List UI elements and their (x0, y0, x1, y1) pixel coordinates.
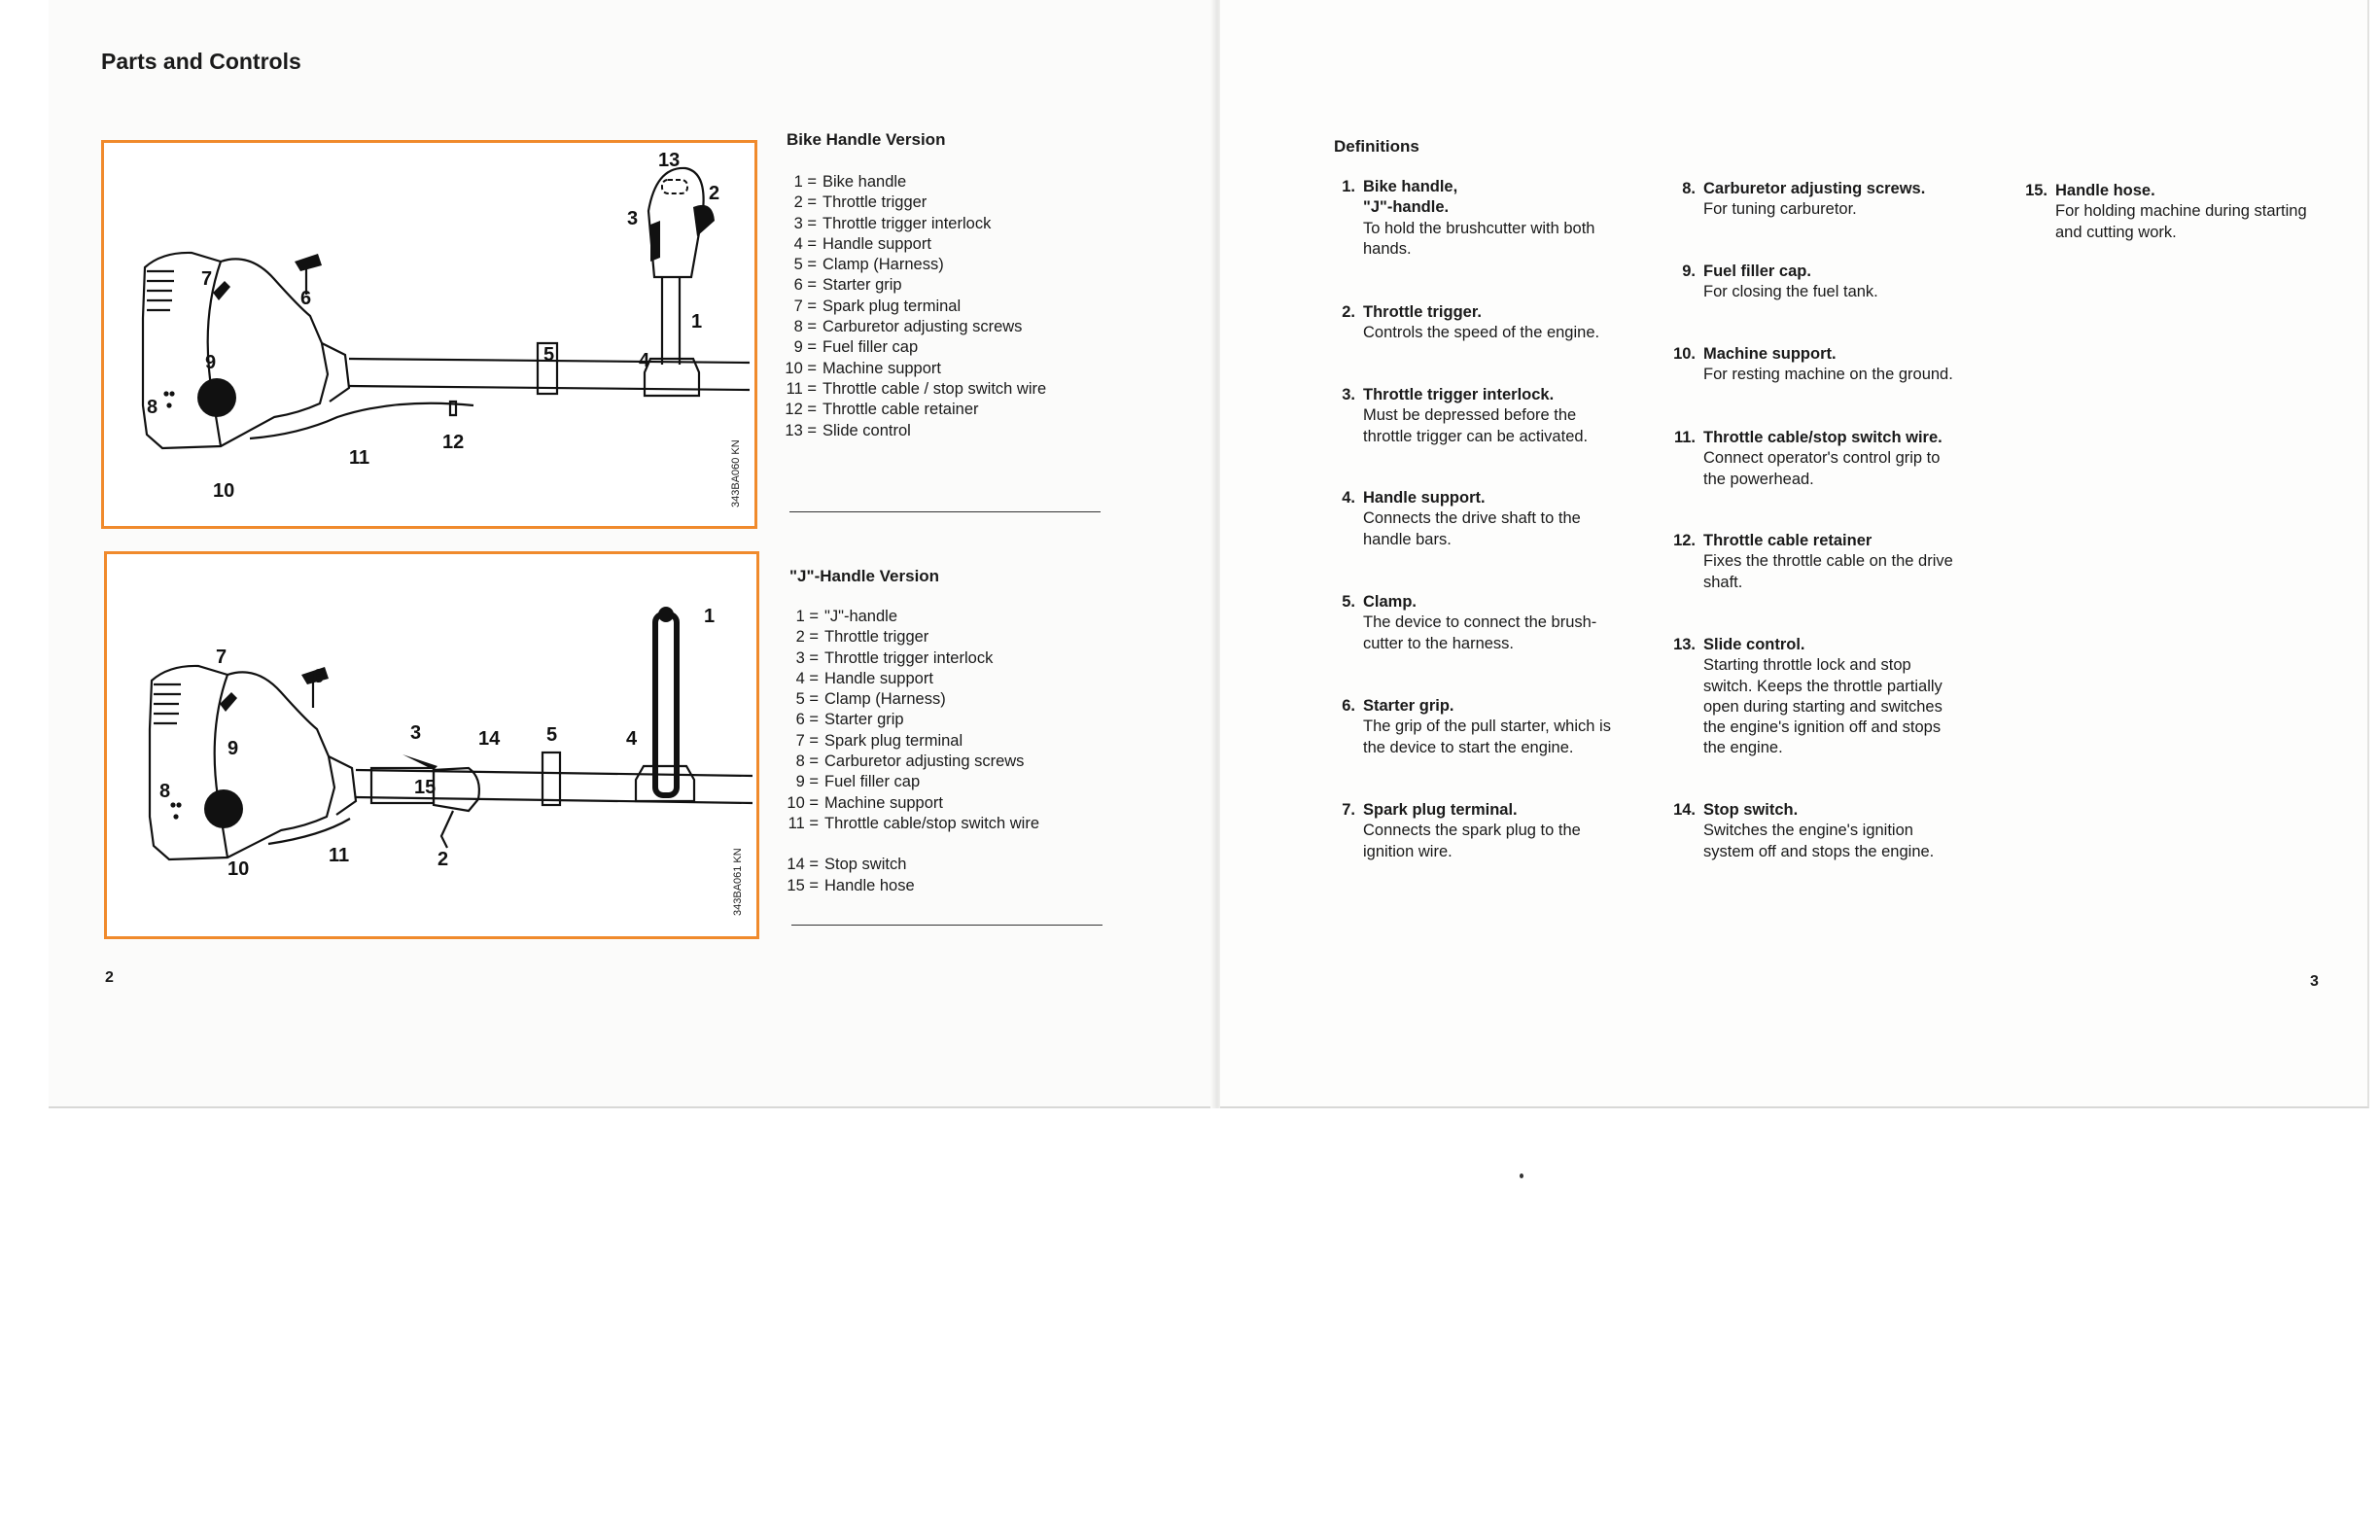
legend-row: 8 = Carburetor adjusting screws (795, 752, 1025, 771)
callout-12: 12 (442, 432, 465, 453)
figure-code: 343BA060 KN (730, 439, 742, 508)
section-divider (789, 511, 1101, 512)
definition-item: 4. Handle support. Connects the drive shaft to the handle bars. (1342, 489, 1581, 548)
page-number-left: 2 (105, 969, 114, 986)
definition-item: 2. Throttle trigger. Controls the speed of the engine. (1342, 303, 1600, 342)
callout-6: 6 (313, 666, 325, 687)
callout-11: 11 (329, 845, 350, 866)
legend-row: 10 = Machine support (787, 793, 943, 812)
legend-row: 5 = Clamp (Harness) (795, 690, 946, 709)
callout-10: 10 (213, 480, 235, 502)
section-divider (791, 925, 1102, 926)
callout-7: 7 (216, 647, 228, 668)
callout-5: 5 (546, 724, 558, 746)
callout-1: 1 (691, 311, 703, 332)
j-handle-title: "J"-Handle Version (789, 567, 940, 585)
slide-control (662, 180, 687, 193)
definition-item: 8. Carburetor adjusting screws. For tuning carburetor. (1682, 180, 1926, 219)
legend-row: 12 = Throttle cable retainer (785, 401, 979, 419)
legend-row: 9 = Fuel filler cap (795, 773, 921, 791)
definition-item: 13. Slide control. Starting throttle lock and stop switch. Keeps the throttle partially open during starting and switches the engine's ignition off and stops the engine. (1673, 636, 1942, 757)
j-handle-bar (655, 614, 677, 795)
throttle-interlock (650, 221, 660, 262)
bike-handle-legend (772, 172, 1102, 441)
throttle-trigger (693, 205, 715, 236)
definition-item: 12. Throttle cable retainer Fixes the throttle cable on the drive shaft. (1673, 532, 1953, 591)
callout-13: 13 (658, 150, 681, 171)
legend-row: 5 = Clamp (Harness) (793, 256, 944, 274)
definition-item: 9. Fuel filler cap. For closing the fuel tank. (1682, 262, 1878, 301)
legend-row: 6 = Starter grip (795, 711, 904, 729)
callout-1: 1 (704, 606, 716, 627)
legend-row: 1 = "J"-handle (795, 608, 898, 625)
callout-4: 4 (626, 728, 638, 750)
callout-5: 5 (543, 344, 555, 366)
callout-8: 8 (147, 397, 158, 418)
legend-row: 15 = Handle hose (787, 876, 915, 894)
control-grip (434, 768, 479, 811)
figure-code: 343BA061 KN (732, 848, 744, 916)
legend-row: 4 = Handle support (793, 234, 931, 253)
legend-row: 6 = Starter grip (793, 276, 902, 295)
callout-9: 9 (205, 352, 217, 373)
spark-plug-boot (213, 281, 230, 300)
bike-handle-title: Bike Handle Version (787, 130, 946, 149)
legend-row: 13 = Slide control (785, 421, 911, 439)
legend-row: 4 = Handle support (795, 669, 933, 687)
definition-item: 5. Clamp. The device to connect the brush- cutter to the harness. (1342, 593, 1597, 652)
bike-handle-bar (662, 277, 680, 365)
definition-item: 6. Starter grip. The grip of the pull starter, which is the device to start the engine. (1342, 697, 1611, 756)
legend-row: 11 = Throttle cable / stop switch wire (786, 379, 1047, 398)
callout-3: 3 (410, 722, 422, 744)
legend-row: 2 = Throttle trigger (795, 628, 929, 647)
definition-item: 7. Spark plug terminal. Connects the spark plug to the ignition wire. (1342, 801, 1581, 860)
definition-item: 1. Bike handle, "J"-handle. To hold the brushcutter with both hands. (1342, 178, 1595, 258)
harness-clamp (542, 752, 560, 805)
definition-item: 15. Handle hose. For holding machine during starting and cutting work. (2025, 182, 2307, 241)
clutch-housing (329, 756, 356, 815)
j-handle-legend (774, 607, 1104, 896)
scan-speck (1520, 1173, 1523, 1178)
cooling-fins (154, 684, 181, 723)
page-title: Parts and Controls (101, 49, 301, 74)
callout-11: 11 (349, 447, 370, 469)
callout-2: 2 (438, 849, 449, 870)
legend-row: 7 = Spark plug terminal (793, 297, 962, 315)
legend-row: 14 = Stop switch (787, 856, 907, 874)
callout-7: 7 (201, 268, 213, 290)
legend-row: 2 = Throttle trigger (793, 193, 928, 212)
figure-j-handle (104, 551, 759, 939)
definitions-heading: Definitions (1334, 137, 1419, 156)
carburetor-screws (163, 391, 174, 407)
j-handle-illustration (107, 554, 756, 936)
clutch-housing (322, 343, 349, 402)
callout-14: 14 (478, 728, 501, 750)
fuel-filler-cap (197, 378, 236, 417)
callout-9: 9 (228, 738, 239, 759)
definition-item: 11. Throttle cable/stop switch wire. Connect operator's control grip to the powerhead. (1673, 429, 1942, 488)
legend-row: 10 = Machine support (785, 359, 941, 377)
legend-row: 3 = Throttle trigger interlock (795, 648, 994, 667)
fuel-filler-cap-dot (204, 789, 243, 828)
figure-bike-handle (101, 140, 757, 529)
legend-row: 7 = Spark plug terminal (795, 731, 963, 750)
cooling-fins (147, 271, 174, 310)
j-handle-top (658, 607, 674, 622)
bike-handle-illustration (104, 143, 754, 526)
carburetor-screws (170, 802, 181, 819)
callout-6: 6 (300, 288, 312, 309)
definition-item: 10. Machine support. For resting machine on the ground. (1673, 345, 1953, 384)
legend-row: 9 = Fuel filler cap (793, 338, 919, 357)
definition-item: 3. Throttle trigger interlock. Must be depressed before the throttle trigger can be activated. (1342, 386, 1589, 445)
legend-row: 1 = Bike handle (793, 173, 907, 191)
callout-10: 10 (228, 858, 250, 880)
callout-4: 4 (639, 350, 650, 371)
callout-2: 2 (709, 183, 720, 204)
legend-row: 11 = Throttle cable/stop switch wire (788, 814, 1040, 832)
definition-item: 14. Stop switch. Switches the engine's ignition system off and stops the engine. (1673, 801, 1935, 860)
starter-grip-handle (295, 254, 322, 271)
throttle-trigger (441, 811, 453, 848)
callout-3: 3 (627, 208, 639, 229)
legend-row: 8 = Carburetor adjusting screws (793, 318, 1023, 336)
page-number-right: 3 (2310, 973, 2319, 990)
callout-15: 15 (414, 777, 437, 798)
throttle-cable (250, 403, 473, 438)
callout-8: 8 (159, 781, 171, 802)
legend-row: 3 = Throttle trigger interlock (793, 214, 992, 232)
